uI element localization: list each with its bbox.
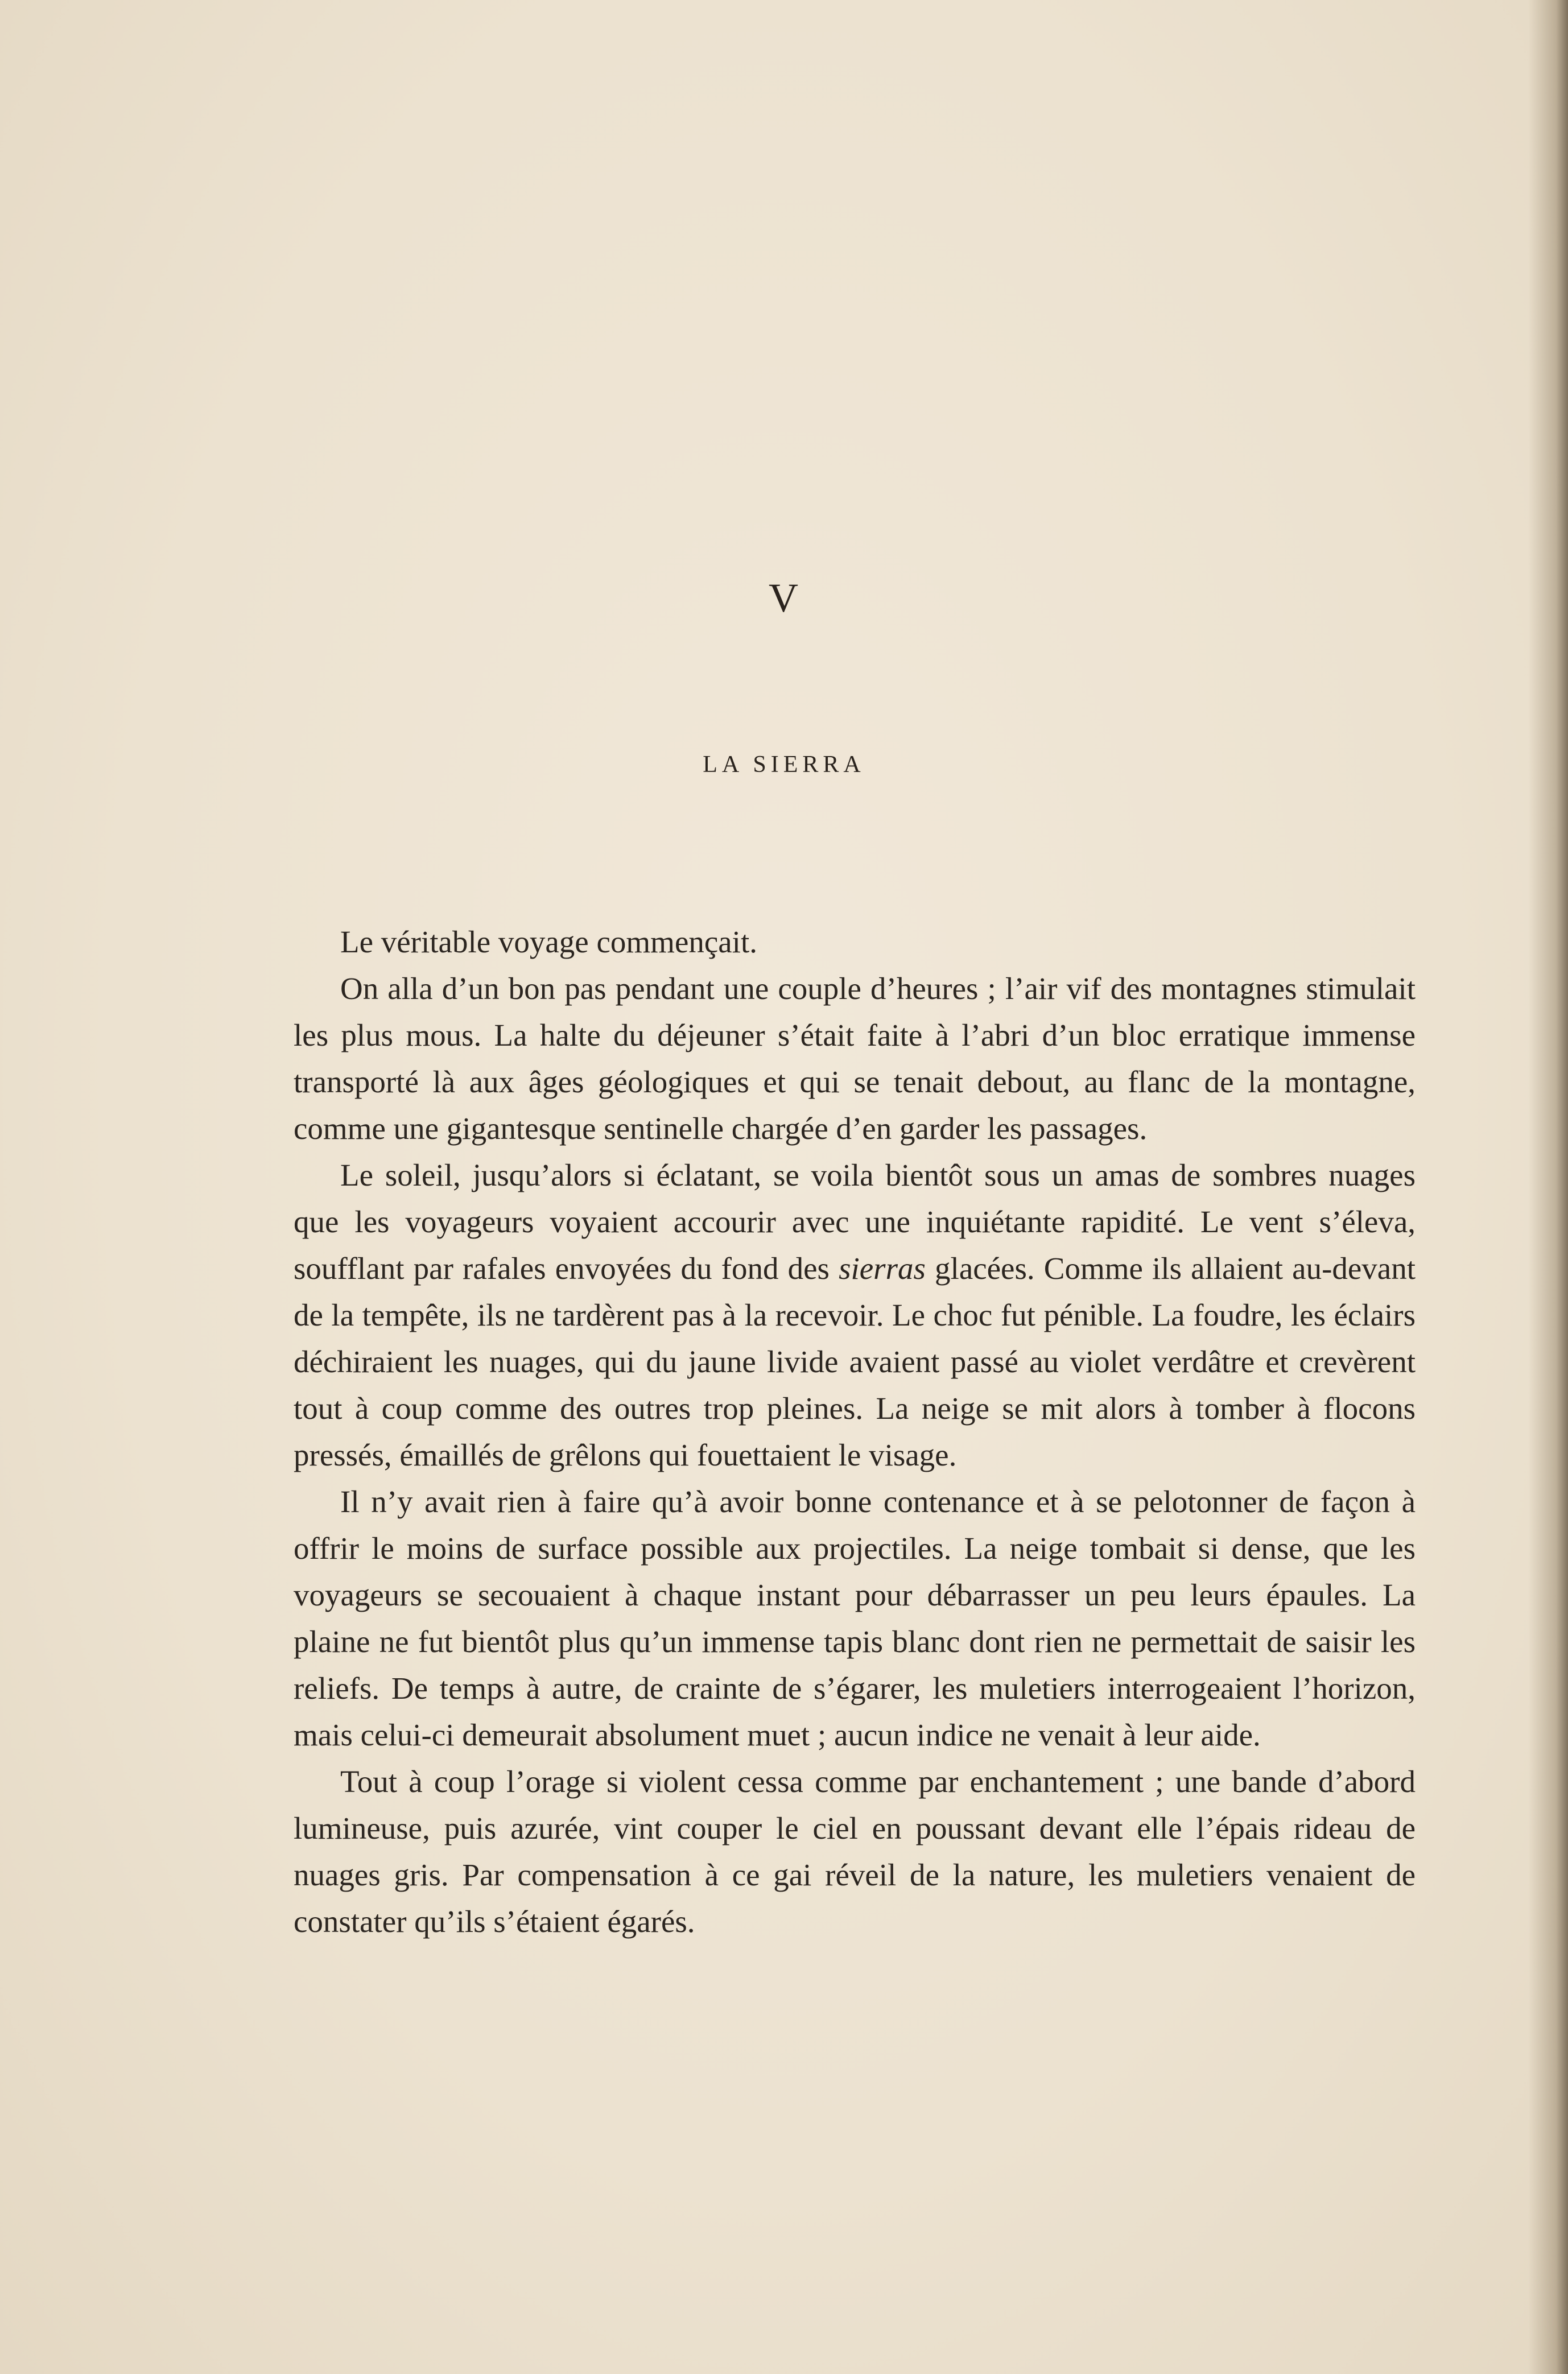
chapter-title: LA SIERRA [703,752,865,778]
paragraph-4: Il n’y avait rien à faire qu’à avoir bonne contenance et à se pelotonner de façon à offrir le moins de surface possible aux projectiles. La neige tombait si dense, que les voyageurs se secouaient à chaque instant pour débarrasser un peu leurs épaules. La plaine ne fut bientôt plus qu’un immense tapis blanc dont rien ne permettait de saisir les reliefs. De temps à autre, de crainte de s’égarer, les muletiers interrogeaient l’horizon, mais celui-ci demeurait absolument muet ; aucun indice ne venait à leur aide. [294,1484,1416,1752]
chapter-number: V [769,575,799,621]
paragraph-1: Le véritable voyage commençait. [340,924,757,959]
page-edge-shadow [1528,0,1568,2374]
paragraph-3-part-1: Le soleil, jusqu’alors si éclatant, se voila bientôt sous un amas de sombres nuages que les voyageurs voyaient accourir avec une inquiétante rapidité. Le vent s’éleva, soufflant par rafales envoyées du fond des [294,1158,1416,1286]
paragraph-5: Tout à coup l’orage si violent cessa comme par enchantement ; une bande d’abord lumineuse, puis azurée, vint couper le ciel en poussant devant elle l’épais rideau de nuages gris. Par compensation à ce gai réveil de la nature, les muletiers venaient de constater qu’ils s’étaient égarés. [294,1764,1416,1939]
paragraph-2: On alla d’un bon pas pendant une couple d’heures ; l’air vif des montagnes stimulait les plus mous. La halte du déjeuner s’était faite à l’abri d’un bloc erratique immense transporté là aux âges géologiques et qui se tenait debout, au flanc de la montagne, comme une gigantesque sentinelle chargée d’en garder les passages. [294,971,1416,1146]
chapter-body [294,919,1416,1945]
paragraph-3-part-2: glacées. Comme ils allaient au-devant de la tempête, ils ne tardèrent pas à la recevoir. Le choc fut pénible. La foudre, les éclairs déchiraient les nuages, qui du jaune livide avaient passé au violet verdâtre et crevèrent tout à coup comme des outres trop pleines. La neige se mit alors à tomber à flocons pressés, émaillés de grêlons qui fouettaient le visage. [294,1251,1416,1472]
italic-word-sierras: sierras [839,1251,926,1286]
paragraph-3 [294,1152,1416,1479]
